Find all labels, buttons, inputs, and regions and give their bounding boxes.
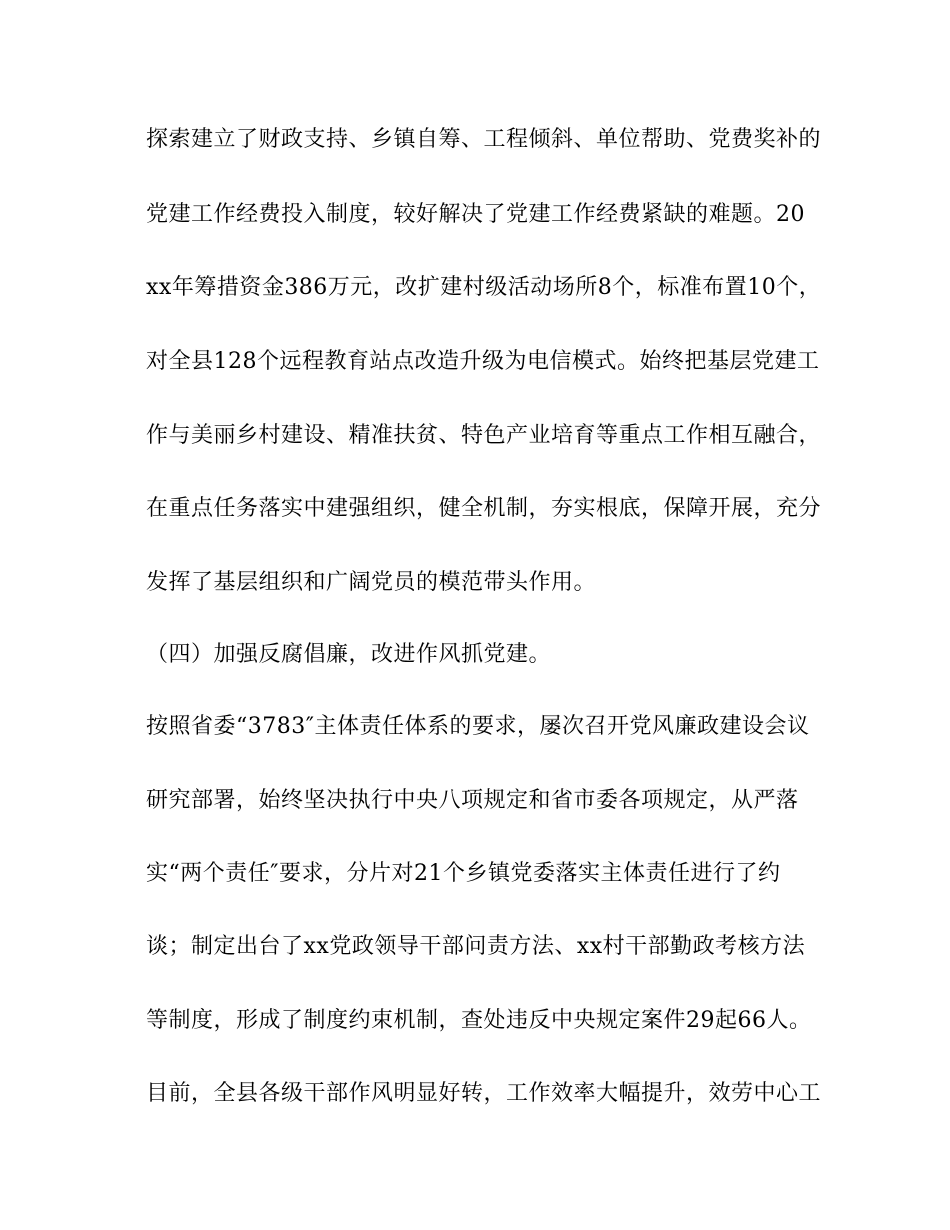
paragraph-line: 等制度，形成了制度约束机制，查处违反中央规定案件29起66人。	[146, 1008, 812, 1033]
paragraph-line: 发挥了基层组织和广阔党员的模范带头作用。	[146, 570, 597, 595]
paragraph-line: 目前，全县各级干部作风明显好转，工作效率大幅提升，效劳中心工	[146, 1081, 822, 1106]
paragraph-line: 研究部署，始终坚决执行中央八项规定和省市委各项规定，从严落	[146, 788, 799, 813]
section-heading: （四）加强反腐倡廉，改进作风抓党建。	[146, 642, 552, 667]
paragraph-line: 按照省委“3783″主体责任体系的要求，屡次召开党风廉政建设会议	[146, 714, 810, 739]
paragraph-line: 党建工作经费投入制度，较好解决了党建工作经费紧缺的难题。20	[146, 202, 805, 227]
paragraph-line: 谈；制定出台了xx党政领导干部问责方法、xx村干部勤政考核方法	[146, 934, 806, 959]
paragraph-line: 对全县128个远程教育站点改造升级为电信模式。始终把基层党建工	[146, 349, 820, 374]
paragraph-line: xx年筹措资金386万元，改扩建村级活动场所8个，标准布置10个，	[146, 275, 822, 300]
paragraph-line: 在重点任务落实中建强组织，健全机制，夯实根底，保障开展，充分	[146, 496, 822, 521]
paragraph-line: 作与美丽乡村建设、精准扶贫、特色产业培育等重点工作相互融合，	[146, 423, 822, 448]
paragraph-line: 实“两个责任″要求，分片对21个乡镇党委落实主体责任进行了约	[146, 861, 781, 886]
paragraph-line: 探索建立了财政支持、乡镇自筹、工程倾斜、单位帮助、党费奖补的	[146, 127, 822, 152]
